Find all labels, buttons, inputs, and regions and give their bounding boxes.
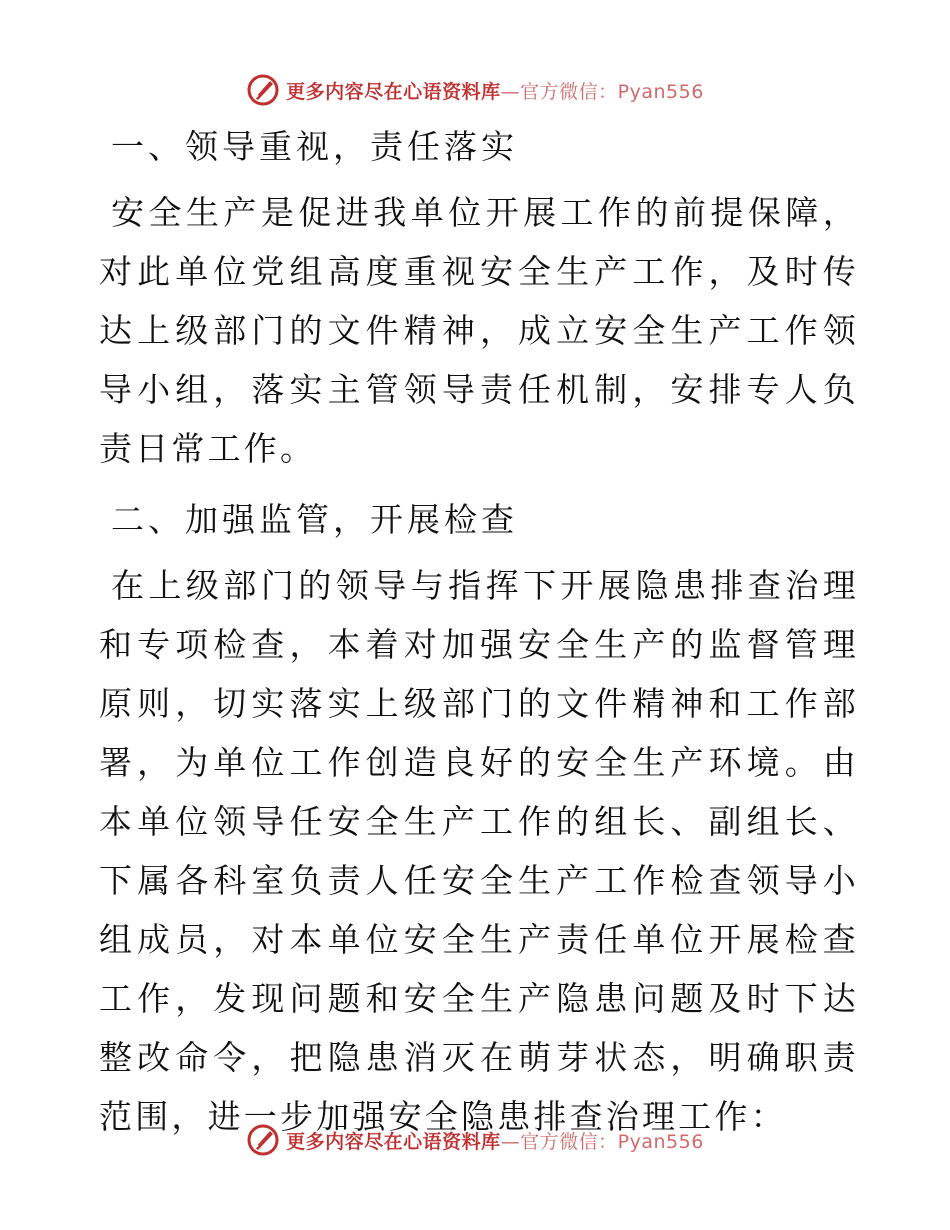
watermark-suffix: —官方微信：Pyan556 [500, 1130, 704, 1153]
watermark-text [286, 77, 704, 104]
feather-pen-logo-icon [246, 1123, 280, 1157]
watermark-text [286, 1127, 704, 1154]
section-heading-1: 一、领导重视，责任落实 [111, 127, 518, 166]
section-paragraph-1: 安全生产是促进我单位开展工作的前提保障，对此单位党组高度重视安全生产工作，及时传达上级部门的文件精神，成立安全生产工作领导小组，落实主管领导责任机制，安排专人负责日常工作。 [99, 193, 859, 468]
watermark-banner-top [0, 70, 950, 110]
watermark-prefix: 更多内容尽在心语资料库 [286, 80, 501, 103]
section-paragraph-2: 在上级部门的领导与指挥下开展隐患排查治理和专项检查，本着对加强安全生产的监督管理原则，切实落实上级部门的文件精神和工作部署，为单位工作创造良好的安全生产环境。由本单位领导任安全生产工作的组长、副组长、下属各科室负责人任安全生产工作检查领导小组成员，对本单位安全生产责任单位开展检查工作，发现问题和安全生产隐患问题及时下达整改命令，把隐患消灭在萌芽状态，明确职责范围，进一步加强安全隐患排查治理工作： [99, 566, 859, 1136]
document-body [99, 125, 859, 1166]
watermark-prefix: 更多内容尽在心语资料库 [286, 1130, 501, 1153]
section-heading-2: 二、加强监管，开展检查 [111, 500, 518, 539]
watermark-banner-bottom [0, 1120, 950, 1160]
watermark-suffix: —官方微信：Pyan556 [500, 80, 704, 103]
feather-pen-logo-icon [246, 73, 280, 107]
